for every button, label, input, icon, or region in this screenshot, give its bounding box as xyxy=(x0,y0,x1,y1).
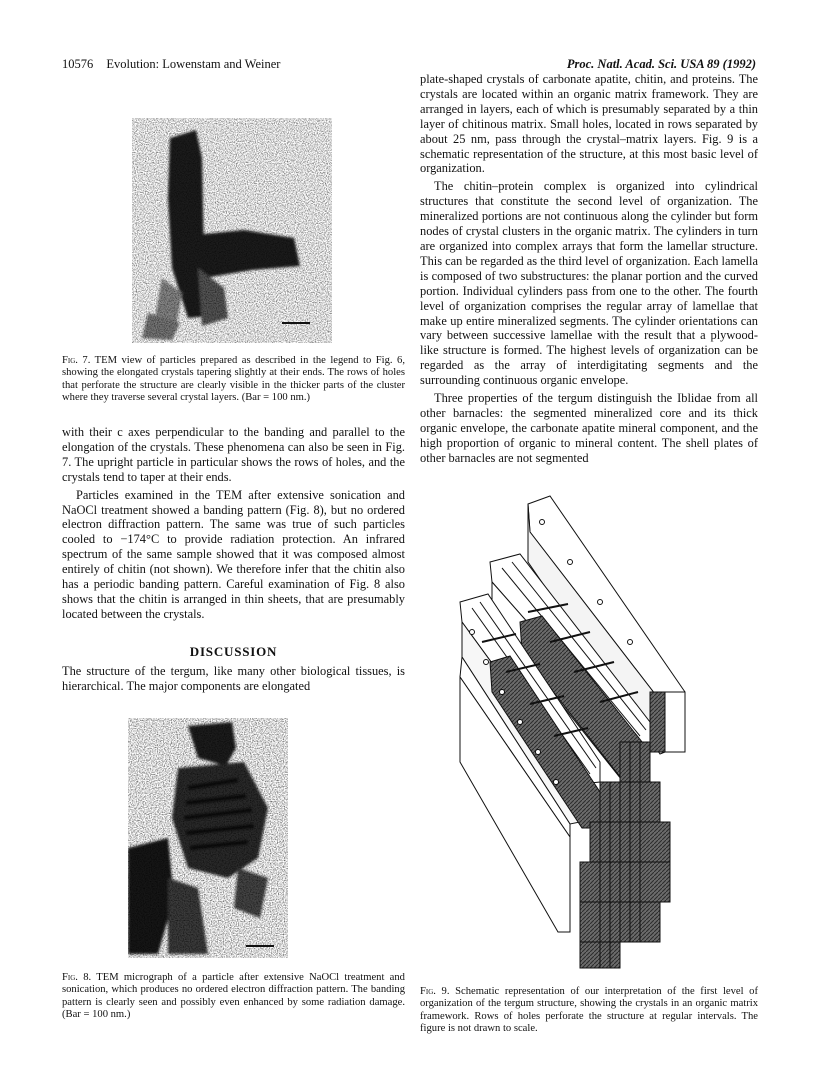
fig8-caption xyxy=(62,972,405,1022)
section-heading-discussion: DISCUSSION xyxy=(189,644,278,659)
fig9-caption xyxy=(420,986,758,1036)
right-paragraph-2: The chitin–protein complex is organized into cylindrical structures that constitute the second level of organization. The mineralized portions are not continuous along the cylinder but form nodes of crystal clusters in the organic matrix. The cylinders in turn are organized into complex arrays that form the lamellar structure. This can be regarded as the third level of organization. Each lamella is composed of two substructures: the planar portion and the curved portion. Individual cylinders pass from one to the other. The fourth level of organization comprises the regular array of lamellae that make up entire mineralized segments. The cylinder orientations can vary between successive lamellae with the result that a plywood-like structure is formed. The highest levels of organization can be regarded as the array of interdigitating segments and the surrounding continuous organic envelope. xyxy=(420,179,758,388)
page-number: 10576 xyxy=(62,57,94,71)
fig8-micrograph xyxy=(128,718,288,958)
fig8-label: Fig. 8. xyxy=(62,972,92,983)
journal-citation: Proc. Natl. Acad. Sci. USA 89 (1992) xyxy=(566,57,756,71)
right-paragraph-1: plate-shaped crystals of carbonate apatite, chitin, and proteins. The crystals are located within an organic matrix framework. They are arranged in layers, each of which is presumably separated by a thin layer of chitinous matrix. Small holes, located in rows separated by about 25 nm, pass through the crystal–matrix layers. Fig. 9 is a schematic representation of the structure, at this most basic level of organization. xyxy=(420,72,758,176)
right-body-text xyxy=(420,72,758,466)
running-header-left xyxy=(62,57,280,72)
left-paragraph-1: with their c axes perpendicular to the banding and parallel to the elongation of the crystals. These phenomena can also be seen in Fig. 7. The upright particle in particular shows the rows of holes, and the crystals tend to taper at their ends. xyxy=(62,425,405,484)
fig7-caption xyxy=(62,355,405,405)
fig8-caption-text: TEM micrograph of a particle after extensive NaOCl treatment and sonication, which produces no ordered electron diffraction pattern. The banding pattern is clearly seen and possibly even enhanced by some radiation damage. (Bar = 100 nm.) xyxy=(62,972,405,1021)
fig9-schematic xyxy=(450,492,700,970)
fig9-caption-text: Schematic representation of our interpretation of the first level of organization of the tergum structure, showing the crystals in an organic matrix framework. Rows of holes perforate the structure at regular intervals. The figure is not drawn to scale. xyxy=(420,986,758,1035)
right-paragraph-3: Three properties of the tergum distinguish the Iblidae from all other barnacles: the segmented mineralized core and its thick organic envelope, the carbonate apatite mineral component, and the high proportion of organic to mineral content. The shell plates of other barnacles are not segmented xyxy=(420,391,758,465)
fig9-label: Fig. 9. xyxy=(420,986,450,997)
left-paragraph-3: The structure of the tergum, like many other biological tissues, is hierarchical. The major components are elongated xyxy=(62,664,405,693)
left-body-text xyxy=(62,425,405,622)
fig7-caption-text: TEM view of particles prepared as described in the legend to Fig. 6, showing the elongated crystals tapering slightly at their ends. The rows of holes that perforate the structure are clearly visible in the thicker parts of the cluster where they traverse several crystal layers. (Bar = 100 nm.) xyxy=(62,355,405,404)
fig7-label: Fig. 7. xyxy=(62,355,91,366)
left-body-text-2 xyxy=(62,664,405,694)
fig7-micrograph xyxy=(132,118,332,343)
left-paragraph-2: Particles examined in the TEM after extensive sonication and NaOCl treatment showed a banding pattern (Fig. 8), but no ordered electron diffraction pattern. The same was true of such particles cooled to −174°C to provide radiation protection. An infrared spectrum of the same sample showed that it was composed almost entirely of chitin (not shown). We therefore infer that the chitin also has a periodic banding pattern. Careful examination of Fig. 8 also shows that the chitin is arranged in thin sheets, that are presumably located between the crystals. xyxy=(62,487,405,621)
running-title: Evolution: Lowenstam and Weiner xyxy=(106,57,281,71)
